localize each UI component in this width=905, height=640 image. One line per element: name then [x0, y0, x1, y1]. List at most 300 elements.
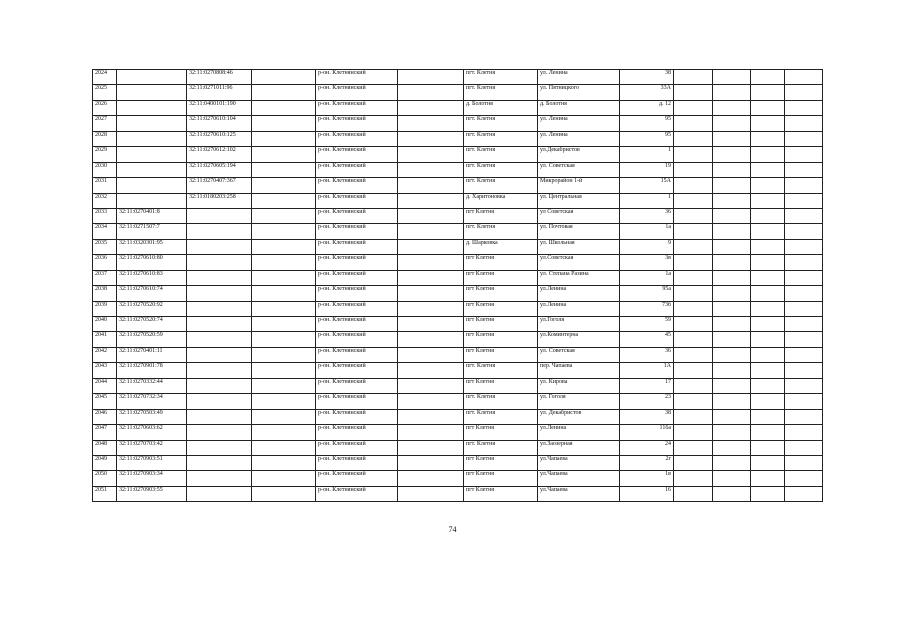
street-cell: ул. Центральная — [538, 193, 620, 208]
empty-cell — [674, 239, 713, 254]
empty-cell — [252, 208, 316, 223]
empty-cell — [398, 162, 464, 177]
empty-cell — [713, 178, 751, 193]
cadastral-number-secondary: 32:11:0270610:104 — [187, 116, 252, 131]
cadastral-number-secondary — [187, 425, 252, 440]
street-cell: ул.Ленина — [538, 301, 620, 316]
empty-cell — [785, 363, 823, 378]
empty-cell — [713, 208, 751, 223]
row-number: 2044 — [93, 378, 117, 393]
settlement-cell: пгт Клетня — [464, 270, 538, 285]
empty-cell — [751, 455, 785, 470]
district-cell: р-он. Клетнянский — [316, 347, 398, 362]
district-cell: р-он. Клетнянский — [316, 270, 398, 285]
empty-cell — [674, 147, 713, 162]
row-number: 2038 — [93, 286, 117, 301]
table-row — [93, 440, 823, 455]
cadastral-number-secondary — [187, 394, 252, 409]
table-row — [93, 239, 823, 254]
empty-cell — [674, 455, 713, 470]
settlement-cell: пгт Клетня — [464, 378, 538, 393]
empty-cell — [751, 239, 785, 254]
empty-cell — [713, 224, 751, 239]
street-cell: Микрорайон 1-й — [538, 178, 620, 193]
empty-cell — [252, 85, 316, 100]
cadastral-number-secondary — [187, 270, 252, 285]
district-cell: р-он. Клетнянский — [316, 131, 398, 146]
empty-cell — [398, 270, 464, 285]
address-registry-table — [92, 69, 823, 502]
table-row — [93, 347, 823, 362]
empty-cell — [674, 270, 713, 285]
settlement-cell: пгт. Клетня — [464, 224, 538, 239]
empty-cell — [252, 270, 316, 285]
district-cell: р-он. Клетнянский — [316, 301, 398, 316]
empty-cell — [785, 440, 823, 455]
table-row — [93, 85, 823, 100]
empty-cell — [252, 425, 316, 440]
settlement-cell: пгт Клетня — [464, 425, 538, 440]
settlement-cell: д. Шарковка — [464, 239, 538, 254]
house-number-cell: 95 — [620, 116, 674, 131]
empty-cell — [713, 131, 751, 146]
cadastral-number-secondary — [187, 440, 252, 455]
table-row — [93, 100, 823, 115]
district-cell: р-он. Клетнянский — [316, 147, 398, 162]
empty-cell — [398, 239, 464, 254]
empty-cell — [398, 224, 464, 239]
district-cell: р-он. Клетнянский — [316, 100, 398, 115]
empty-cell — [674, 347, 713, 362]
empty-cell — [785, 162, 823, 177]
house-number-cell: 38 — [620, 409, 674, 424]
settlement-cell: пгт Клетня — [464, 455, 538, 470]
house-number-cell: 95 — [620, 131, 674, 146]
cadastral-number-primary — [117, 85, 187, 100]
empty-cell — [252, 255, 316, 270]
row-number: 2026 — [93, 100, 117, 115]
cadastral-number-secondary — [187, 409, 252, 424]
row-number: 2028 — [93, 131, 117, 146]
empty-cell — [713, 440, 751, 455]
cadastral-number-secondary: 32:11:0270610:125 — [187, 131, 252, 146]
cadastral-number-primary — [117, 178, 187, 193]
empty-cell — [751, 363, 785, 378]
empty-cell — [785, 347, 823, 362]
district-cell: р-он. Клетнянский — [316, 116, 398, 131]
empty-cell — [751, 440, 785, 455]
empty-cell — [785, 301, 823, 316]
district-cell: р-он. Клетнянский — [316, 178, 398, 193]
street-cell: ул.Гоголя — [538, 317, 620, 332]
cadastral-number-primary: 32:11:0270603:62 — [117, 425, 187, 440]
empty-cell — [252, 116, 316, 131]
empty-cell — [674, 378, 713, 393]
empty-cell — [674, 471, 713, 486]
empty-cell — [751, 378, 785, 393]
house-number-cell: 33А — [620, 85, 674, 100]
street-cell: ул.Советская — [538, 255, 620, 270]
empty-cell — [252, 178, 316, 193]
settlement-cell: пгт. Клетня — [464, 116, 538, 131]
table-row — [93, 116, 823, 131]
empty-cell — [713, 455, 751, 470]
settlement-cell: пгт. Клетня — [464, 162, 538, 177]
empty-cell — [785, 317, 823, 332]
street-cell: ул. Кирова — [538, 378, 620, 393]
cadastral-number-primary: 32:11:0270903:34 — [117, 471, 187, 486]
street-cell: ул. Советская — [538, 347, 620, 362]
row-number: 2050 — [93, 471, 117, 486]
row-number: 2029 — [93, 147, 117, 162]
street-cell: ул. Ленина — [538, 70, 620, 85]
settlement-cell: пгт. Клетня — [464, 178, 538, 193]
row-number: 2037 — [93, 270, 117, 285]
empty-cell — [713, 378, 751, 393]
row-number: 2024 — [93, 70, 117, 85]
cadastral-number-secondary — [187, 224, 252, 239]
empty-cell — [751, 70, 785, 85]
table-row — [93, 425, 823, 440]
empty-cell — [674, 301, 713, 316]
cadastral-number-secondary — [187, 471, 252, 486]
empty-cell — [785, 208, 823, 223]
empty-cell — [398, 332, 464, 347]
row-number: 2043 — [93, 363, 117, 378]
empty-cell — [674, 486, 713, 501]
empty-cell — [713, 70, 751, 85]
empty-cell — [751, 255, 785, 270]
street-cell: ул. Ленина — [538, 116, 620, 131]
cadastral-number-primary: 32:11:0270520:59 — [117, 332, 187, 347]
street-cell: ул.Чапаева — [538, 486, 620, 501]
empty-cell — [785, 178, 823, 193]
house-number-cell: 1в — [620, 471, 674, 486]
empty-cell — [252, 224, 316, 239]
table-row — [93, 208, 823, 223]
empty-cell — [785, 224, 823, 239]
cadastral-number-secondary: 32:11:0270808:46 — [187, 70, 252, 85]
empty-cell — [751, 131, 785, 146]
empty-cell — [785, 332, 823, 347]
empty-cell — [751, 178, 785, 193]
empty-cell — [751, 471, 785, 486]
empty-cell — [252, 332, 316, 347]
house-number-cell: 36 — [620, 347, 674, 362]
table-row — [93, 471, 823, 486]
empty-cell — [785, 286, 823, 301]
empty-cell — [674, 363, 713, 378]
registry-body — [93, 70, 823, 502]
empty-cell — [751, 193, 785, 208]
empty-cell — [785, 70, 823, 85]
empty-cell — [252, 301, 316, 316]
row-number: 2049 — [93, 455, 117, 470]
settlement-cell: пгт Клетня — [464, 255, 538, 270]
district-cell: р-он. Клетнянский — [316, 85, 398, 100]
empty-cell — [252, 239, 316, 254]
house-number-cell: 15А — [620, 178, 674, 193]
table-row — [93, 363, 823, 378]
empty-cell — [674, 255, 713, 270]
empty-cell — [674, 100, 713, 115]
district-cell: р-он. Клетнянский — [316, 378, 398, 393]
district-cell: р-он. Клетнянский — [316, 286, 398, 301]
district-cell: р-он. Клетнянский — [316, 363, 398, 378]
cadastral-number-secondary — [187, 208, 252, 223]
empty-cell — [713, 317, 751, 332]
table-row — [93, 301, 823, 316]
district-cell: р-он. Клетнянский — [316, 162, 398, 177]
row-number: 2035 — [93, 239, 117, 254]
settlement-cell: пгт Клетня — [464, 347, 538, 362]
empty-cell — [713, 394, 751, 409]
empty-cell — [713, 193, 751, 208]
empty-cell — [713, 332, 751, 347]
settlement-cell: д. Харитоновка — [464, 193, 538, 208]
district-cell: р-он. Клетнянский — [316, 409, 398, 424]
settlement-cell: пгт. Клетня — [464, 409, 538, 424]
cadastral-number-secondary — [187, 255, 252, 270]
empty-cell — [785, 147, 823, 162]
cadastral-number-primary: 32:11:0270332:44 — [117, 378, 187, 393]
empty-cell — [252, 193, 316, 208]
row-number: 2048 — [93, 440, 117, 455]
empty-cell — [674, 440, 713, 455]
district-cell: р-он. Клетнянский — [316, 70, 398, 85]
cadastral-number-secondary — [187, 239, 252, 254]
cadastral-number-primary: 32:11:0320301:95 — [117, 239, 187, 254]
empty-cell — [785, 131, 823, 146]
cadastral-number-primary: 32:11:0270901:78 — [117, 363, 187, 378]
empty-cell — [751, 162, 785, 177]
table-row — [93, 70, 823, 85]
empty-cell — [713, 270, 751, 285]
empty-cell — [398, 147, 464, 162]
empty-cell — [785, 116, 823, 131]
row-number: 2047 — [93, 425, 117, 440]
empty-cell — [252, 286, 316, 301]
cadastral-number-primary — [117, 162, 187, 177]
settlement-cell: пгт Клетня — [464, 486, 538, 501]
district-cell: р-он. Клетнянский — [316, 224, 398, 239]
table-row — [93, 131, 823, 146]
cadastral-number-primary: 32:11:0270610:74 — [117, 286, 187, 301]
cadastral-number-secondary — [187, 363, 252, 378]
empty-cell — [398, 208, 464, 223]
settlement-cell: пгт Клетня — [464, 301, 538, 316]
empty-cell — [785, 378, 823, 393]
settlement-cell: пгт Клетня — [464, 471, 538, 486]
street-cell: ул.Ленина — [538, 286, 620, 301]
settlement-cell: пгт Клетня — [464, 286, 538, 301]
cadastral-number-primary: 32:11:0271507:7 — [117, 224, 187, 239]
cadastral-number-primary: 32:11:0270401:11 — [117, 347, 187, 362]
cadastral-number-secondary: 32:11:0180203:258 — [187, 193, 252, 208]
empty-cell — [751, 116, 785, 131]
district-cell: р-он. Клетнянский — [316, 486, 398, 501]
table-row — [93, 193, 823, 208]
empty-cell — [252, 100, 316, 115]
empty-cell — [785, 409, 823, 424]
empty-cell — [713, 100, 751, 115]
cadastral-number-secondary — [187, 378, 252, 393]
empty-cell — [751, 347, 785, 362]
house-number-cell: д. 12 — [620, 100, 674, 115]
cadastral-number-primary: 32:11:0270703:42 — [117, 440, 187, 455]
street-cell: ул. Советская — [538, 162, 620, 177]
empty-cell — [674, 208, 713, 223]
empty-cell — [751, 270, 785, 285]
table-row — [93, 394, 823, 409]
settlement-cell: пгт. Клетня — [464, 440, 538, 455]
empty-cell — [785, 471, 823, 486]
house-number-cell: 2г — [620, 455, 674, 470]
empty-cell — [713, 255, 751, 270]
cadastral-number-secondary — [187, 332, 252, 347]
house-number-cell: 73б — [620, 301, 674, 316]
empty-cell — [252, 440, 316, 455]
empty-cell — [252, 486, 316, 501]
table-row — [93, 147, 823, 162]
empty-cell — [252, 70, 316, 85]
empty-cell — [398, 363, 464, 378]
street-cell: пер. Чапаева — [538, 363, 620, 378]
district-cell: р-он. Клетнянский — [316, 208, 398, 223]
empty-cell — [713, 116, 751, 131]
empty-cell — [751, 208, 785, 223]
cadastral-number-primary: 32:11:0270903:55 — [117, 486, 187, 501]
empty-cell — [252, 131, 316, 146]
row-number: 2033 — [93, 208, 117, 223]
cadastral-number-primary: 32:11:0270503:49 — [117, 409, 187, 424]
cadastral-number-secondary — [187, 347, 252, 362]
house-number-cell: 95а — [620, 286, 674, 301]
empty-cell — [674, 193, 713, 208]
empty-cell — [751, 394, 785, 409]
street-cell: ул.Декабристов — [538, 147, 620, 162]
cadastral-number-secondary — [187, 286, 252, 301]
house-number-cell: 59 — [620, 317, 674, 332]
cadastral-number-primary: 32:11:0270401:8 — [117, 208, 187, 223]
table-row — [93, 486, 823, 501]
empty-cell — [751, 100, 785, 115]
table-row — [93, 332, 823, 347]
page-number: 74 — [448, 525, 457, 534]
empty-cell — [398, 100, 464, 115]
empty-cell — [713, 425, 751, 440]
table-row — [93, 409, 823, 424]
cadastral-number-primary: 32:11:0270903:51 — [117, 455, 187, 470]
empty-cell — [674, 224, 713, 239]
district-cell: р-он. Клетнянский — [316, 440, 398, 455]
street-cell: ул Советская — [538, 208, 620, 223]
cadastral-number-primary — [117, 100, 187, 115]
empty-cell — [713, 301, 751, 316]
empty-cell — [751, 286, 785, 301]
empty-cell — [252, 409, 316, 424]
empty-cell — [785, 394, 823, 409]
street-cell: ул.Чапаева — [538, 471, 620, 486]
empty-cell — [751, 486, 785, 501]
empty-cell — [785, 270, 823, 285]
house-number-cell: 24 — [620, 440, 674, 455]
empty-cell — [713, 162, 751, 177]
row-number: 2046 — [93, 409, 117, 424]
table-row — [93, 270, 823, 285]
empty-cell — [713, 286, 751, 301]
empty-cell — [751, 409, 785, 424]
house-number-cell: 23 — [620, 394, 674, 409]
cadastral-number-primary — [117, 131, 187, 146]
district-cell: р-он. Клетнянский — [316, 455, 398, 470]
row-number: 2041 — [93, 332, 117, 347]
house-number-cell: 9 — [620, 239, 674, 254]
table-row — [93, 317, 823, 332]
house-number-cell: 19 — [620, 162, 674, 177]
house-number-cell: 1 — [620, 193, 674, 208]
row-number: 2031 — [93, 178, 117, 193]
district-cell: р-он. Клетнянский — [316, 193, 398, 208]
empty-cell — [398, 286, 464, 301]
row-number: 2045 — [93, 394, 117, 409]
empty-cell — [398, 486, 464, 501]
cadastral-number-secondary — [187, 486, 252, 501]
settlement-cell: пгт. Клетня — [464, 394, 538, 409]
street-cell: ул. Степана Разина — [538, 270, 620, 285]
empty-cell — [713, 85, 751, 100]
empty-cell — [252, 471, 316, 486]
empty-cell — [398, 255, 464, 270]
settlement-cell: пгт. Клетня — [464, 85, 538, 100]
district-cell: р-он. Клетнянский — [316, 255, 398, 270]
district-cell: р-он. Клетнянский — [316, 471, 398, 486]
row-number: 2042 — [93, 347, 117, 362]
empty-cell — [785, 193, 823, 208]
empty-cell — [751, 425, 785, 440]
street-cell: ул. Пятницкого — [538, 85, 620, 100]
empty-cell — [398, 394, 464, 409]
cadastral-number-primary: 32:11:0270520:74 — [117, 317, 187, 332]
house-number-cell: 36 — [620, 208, 674, 223]
empty-cell — [398, 85, 464, 100]
district-cell: р-он. Клетнянский — [316, 425, 398, 440]
empty-cell — [674, 286, 713, 301]
cadastral-number-secondary: 32:11:0400101:190 — [187, 100, 252, 115]
row-number: 2032 — [93, 193, 117, 208]
cadastral-number-secondary: 32:11:0270605:194 — [187, 162, 252, 177]
street-cell: ул. Ленина — [538, 131, 620, 146]
empty-cell — [674, 70, 713, 85]
empty-cell — [713, 471, 751, 486]
registry-page — [92, 69, 822, 502]
empty-cell — [674, 116, 713, 131]
row-number: 2030 — [93, 162, 117, 177]
empty-cell — [252, 378, 316, 393]
empty-cell — [398, 70, 464, 85]
row-number: 2040 — [93, 317, 117, 332]
settlement-cell: пгт. Клетня — [464, 147, 538, 162]
row-number: 2025 — [93, 85, 117, 100]
cadastral-number-primary: 32:11:0270610:80 — [117, 255, 187, 270]
empty-cell — [398, 317, 464, 332]
house-number-cell: 1а — [620, 224, 674, 239]
empty-cell — [674, 85, 713, 100]
settlement-cell: пгт Клетня — [464, 208, 538, 223]
table-row — [93, 178, 823, 193]
empty-cell — [398, 425, 464, 440]
empty-cell — [398, 178, 464, 193]
